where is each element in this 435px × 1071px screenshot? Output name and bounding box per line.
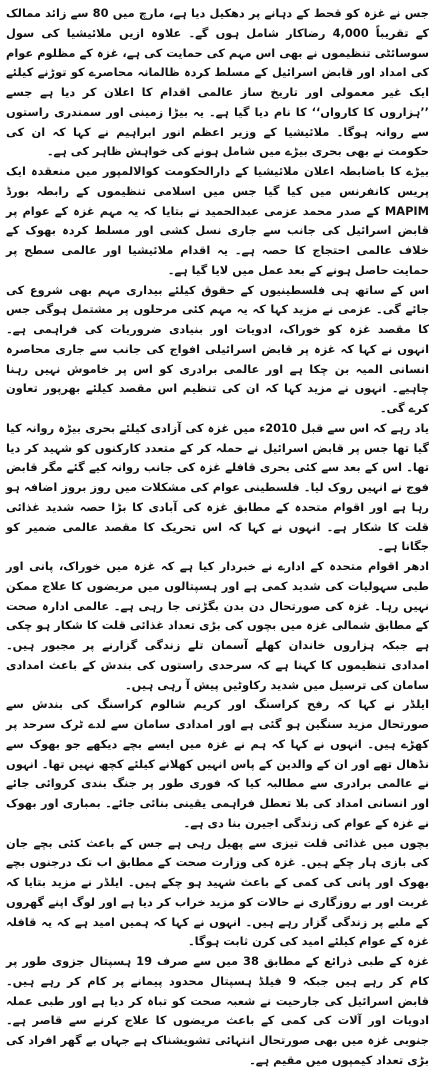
article-paragraph: ایلڈر نے کہا کہ رفح کراسنگ اور کریم شالوم کراسنگ کی بندش سے صورتحال مزید سنگین ہو گئی ہے اور امدادی سامان سے لدے ٹرک سرحد پر کھڑے ہیں۔ انہوں نے کہا کہ ہم نے غزہ میں ایسے بچے دیکھے جو بھوک سے نڈھال تھے اور ان کے والدین کے پاس انہیں کھلانے کیلئے کچھ نہیں تھا۔ انہوں نے عالمی برادری سے مطالبہ کیا کہ فوری طور پر جنگ بندی کروائی جائے اور انسانی امداد کی بلا تعطل فراہمی یقینی بنائی جائے۔ بمباری اور بھوک نے غزہ کے عوام کی زندگی اجیرن بنا دی ہے۔ bbox=[6, 697, 429, 830]
article-body bbox=[6, 4, 429, 1071]
article-paragraph: اس کے ساتھ ہی فلسطینیوں کے حقوق کیلئے بیداری مہم بھی شروع کی جائے گی۔ عزمی نے مزید کہا کہ یہ مہم کئی مرحلوں پر مشتمل ہوگی جس کا مقصد غزہ کو خوراک، ادویات اور بنیادی ضروریات کی فراہمی ہے۔ انہوں نے کہا کہ غزہ پر قابض اسرائیلی افواج کی جانب سے جاری محاصرہ انسانی المیہ بن چکا ہے اور عالمی برادری کو اس پر خاموش نہیں رہنا چاہیے۔ انہوں نے مزید کہا کہ ان کی تنظیم اس مقصد کیلئے بھرپور تعاون کرے گی۔ bbox=[6, 282, 429, 415]
article-paragraph: بچوں میں غذائی قلت تیزی سے پھیل رہی ہے جس کے باعث کئی بچے جان کی بازی ہار چکے ہیں۔ غزہ کی وزارت صحت کے مطابق اب تک درجنوں بچے بھوک اور پانی کی کمی کے باعث شہید ہو چکے ہیں۔ ایلڈر نے مزید بتایا کہ غربت اور بے روزگاری نے حالات کو مزید خراب کر دیا ہے اور لوگ اپنے گھروں کے ملبے پر زندگی گزار رہے ہیں۔ انہوں نے کہا کہ ہمیں امید ہے کہ یہ قافلہ غزہ کے عوام کیلئے امید کی کرن ثابت ہوگا۔ bbox=[6, 835, 429, 949]
article-paragraph: غزہ کے طبی ذرائع کے مطابق 38 میں سے صرف 19 ہسپتال جزوی طور پر کام کر رہے ہیں جبکہ 9 فیلڈ ہسپتال محدود پیمانے پر کام کر رہے ہیں۔ قابض اسرائیل کی جارحیت نے شعبہ صحت کو تباہ کر دیا ہے اور طبی عملہ ادویات اور آلات کی کمی کے باعث مریضوں کا علاج کرنے سے قاصر ہے۔ جنوبی غزہ میں بھی صورتحال انتہائی تشویشناک ہے جہاں بے گھر افراد کی بڑی تعداد کیمپوں میں مقیم ہے۔ bbox=[6, 954, 429, 1067]
article-paragraph: جس نے غزہ کو قحط کے دہانے پر دھکیل دیا ہے، مارچ میں 80 سے زائد ممالک کے تقریباً 4,000 رضاکار شامل ہوں گے۔ علاوہ ازیں ملائیشیا کی سول سوسائٹی تنظیموں نے بھی اس مہم کی حمایت کی ہے، غزہ کے مظلوم عوام کی امداد اور قابض اسرائیل کے مسلط کردہ ظالمانہ محاصرے کو توڑنے کیلئے ایک غیر معمولی اور تاریخ ساز عالمی اقدام کا اعلان کر دیا ہے جسے ’’ہزاروں کا کارواں‘‘ کا نام دیا گیا ہے۔ یہ بیڑا زمینی اور سمندری راستوں سے روانہ ہوگا۔ ملائیشیا کے وزیر اعظم انور ابراہیم نے کہا کہ ان کی حکومت نے بھی بحری بیڑے میں شامل ہونے کی خواہش ظاہر کی ہے۔ bbox=[6, 6, 430, 159]
article-paragraph: بیڑے کا باضابطہ اعلان ملائیشیا کے دارالحکومت کوالالمپور میں منعقدہ ایک پریس کانفرنس میں کیا گیا جس میں اسلامی تنظیموں کے رابطہ بورڈ MAPIM کے صدر محمد عزمی عبدالحمید نے بتایا کہ یہ مہم غزہ کے عوام پر قابض اسرائیل کی جانب سے جاری نسل کشی اور مسلط کردہ بھوک کے خلاف عالمی احتجاج کا حصہ ہے۔ یہ اقدام ملائیشیا اور عالمی سطح پر حمایت حاصل ہونے کے بعد عمل میں لایا گیا ہے۔ bbox=[6, 164, 429, 277]
article-paragraph: ادھر اقوام متحدہ کے ادارے نے خبردار کیا ہے کہ غزہ میں خوراک، پانی اور طبی سہولیات کی شدید کمی ہے اور ہسپتالوں میں مریضوں کا علاج ممکن نہیں رہا۔ غزہ کی صورتحال دن بدن بگڑتی جا رہی ہے۔ عالمی ادارہ صحت کے مطابق شمالی غزہ میں بچوں کی بڑی تعداد غذائی قلت کا شکار ہو چکی ہے جبکہ ہزاروں خاندان کھلے آسمان تلے زندگی گزارنے پر مجبور ہیں۔ امدادی تنظیموں کا کہنا ہے کہ سرحدی راستوں کی بندش کے باعث امدادی سامان کی ترسیل میں شدید رکاوٹیں پیش آ رہی ہیں۔ bbox=[6, 559, 429, 692]
article-paragraph: یاد رہے کہ اس سے قبل 2010ء میں غزہ کی آزادی کیلئے بحری بیڑہ روانہ کیا گیا تھا جس پر قابض اسرائیل نے حملہ کر کے متعدد کارکنوں کو شہید کر دیا تھا۔ اس کے بعد سے کئی بحری قافلے غزہ کی جانب روانہ کیے گئے مگر قابض فوج نے انہیں روک لیا۔ فلسطینی عوام کی مشکلات میں روز بروز اضافہ ہو رہا ہے اور اقوام متحدہ کے مطابق غزہ کی آبادی کا بڑا حصہ شدید غذائی قلت کا شکار ہے۔ انہوں نے کہا کہ اس تحریک کا مقصد عالمی ضمیر کو جگانا ہے۔ bbox=[6, 420, 430, 554]
article-page bbox=[6, 4, 430, 1067]
